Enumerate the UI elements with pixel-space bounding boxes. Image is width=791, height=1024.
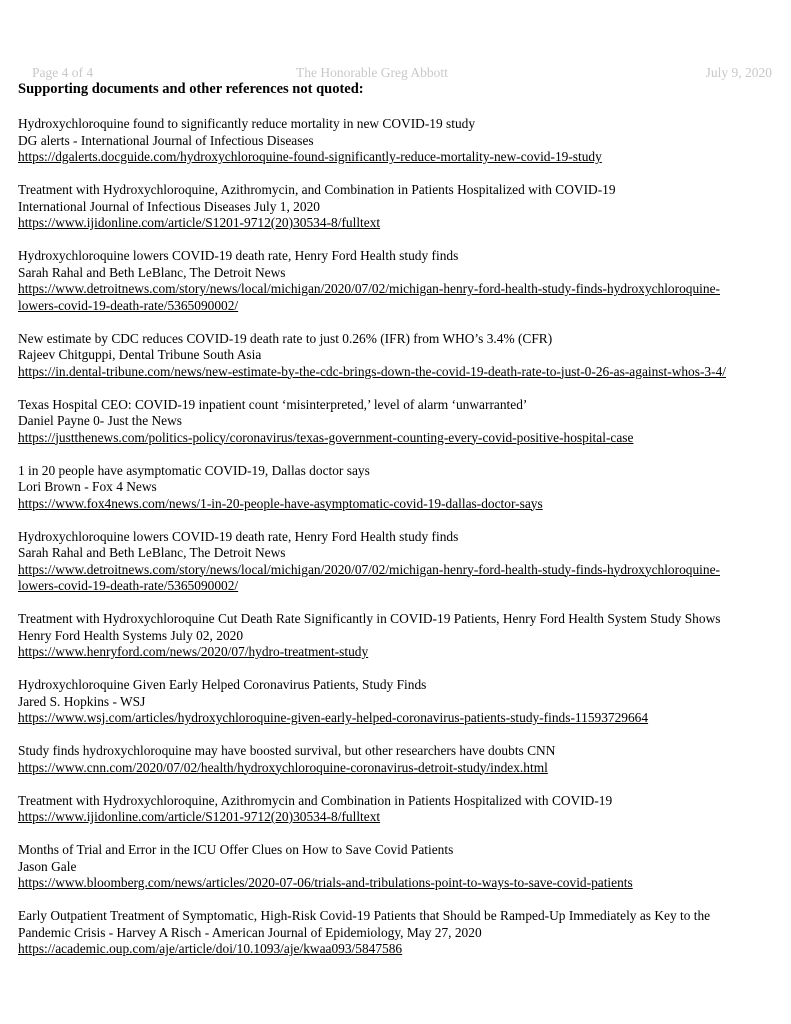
reference-text: Sarah Rahal and Beth LeBlanc, The Detroit News: [18, 264, 286, 280]
reference-item: [18, 116, 783, 166]
reference-text: Months of Trial and Error in the ICU Offer Clues on How to Save Covid Patients: [18, 842, 454, 857]
reference-text: 1 in 20 people have asymptomatic COVID-19, Dallas doctor says: [18, 462, 370, 478]
reference-link[interactable]: https://www.cnn.com/2020/07/02/health/hydroxychloroquine-coronavirus-detroit-study/index.html: [18, 759, 548, 775]
reference-text: International Journal of Infectious Diseases July 1, 2020: [18, 198, 320, 214]
reference-item: [18, 248, 783, 314]
reference-text: Jason Gale: [18, 858, 77, 874]
reference-link[interactable]: https://www.bloomberg.com/news/articles/2020-07-06/trials-and-tribulations-point-to-ways-to-save-covid-patients: [18, 875, 633, 890]
section-heading: Supporting documents and other references not quoted:: [18, 81, 364, 97]
reference-text: New estimate by CDC reduces COVID-19 death rate to just 0.26% (IFR) from WHO’s 3.4% (CFR): [18, 330, 553, 346]
reference-text: Texas Hospital CEO: COVID-19 inpatient count ‘misinterpreted,’ level of alarm ‘unwarranted’: [18, 396, 528, 412]
reference-link[interactable]: https://www.ijidonline.com/article/S1201-9712(20)30534-8/fulltext: [18, 809, 381, 824]
reference-text: Treatment with Hydroxychloroquine, Azithromycin, and Combination in Patients Hospitalized with COVID-19: [18, 182, 616, 197]
reference-text: Daniel Payne 0- Just the News: [18, 413, 183, 428]
reference-text: Hydroxychloroquine lowers COVID-19 death rate, Henry Ford Health study finds: [18, 528, 459, 544]
reference-text: Sarah Rahal and Beth LeBlanc, The Detroit News: [18, 545, 286, 560]
reference-link[interactable]: lowers-covid-19-death-rate/5365090002/: [18, 297, 239, 313]
reference-item: [18, 611, 783, 661]
reference-item: [18, 842, 783, 892]
page-number: Page 4 of 4: [32, 65, 94, 80]
reference-item: [18, 793, 783, 826]
reference-link[interactable]: https://www.ijidonline.com/article/S1201-9712(20)30534-8/fulltext: [18, 215, 381, 230]
reference-text: Jared S. Hopkins - WSJ: [18, 693, 146, 709]
reference-link[interactable]: lowers-covid-19-death-rate/5365090002/: [18, 578, 239, 593]
reference-item: [18, 182, 783, 232]
reference-item: [18, 743, 783, 776]
reference-item: [18, 397, 783, 447]
reference-item: [18, 331, 783, 381]
reference-text: Treatment with Hydroxychloroquine, Azithromycin and Combination in Patients Hospitalized with COVID-19: [18, 792, 613, 808]
reference-text: Lori Brown - Fox 4 News: [18, 479, 157, 494]
reference-text: DG alerts - International Journal of Infectious Diseases: [18, 132, 314, 148]
reference-link[interactable]: https://www.wsj.com/articles/hydroxychloroquine-given-early-helped-coronavirus-patients-study-finds-11593729664: [18, 710, 649, 725]
reference-item: [18, 463, 783, 513]
recipient-name: The Honorable Greg Abbott: [296, 65, 448, 80]
reference-item: [18, 529, 783, 595]
reference-link[interactable]: https://www.detroitnews.com/story/news/local/michigan/2020/07/02/michigan-henry-ford-health-study-finds-hydroxychloroquine-: [18, 561, 720, 577]
reference-text: Early Outpatient Treatment of Symptomatic, High-Risk Covid-19 Patients that Should be Ramped-Up Immediately as Key to the: [18, 908, 711, 923]
reference-link[interactable]: https://dgalerts.docguide.com/hydroxychloroquine-found-significantly-reduce-mortality-new-covid-19-study: [18, 149, 602, 164]
reference-text: Hydroxychloroquine Given Early Helped Coronavirus Patients, Study Finds: [18, 677, 427, 692]
reference-text: Pandemic Crisis - Harvey A Risch - American Journal of Epidemiology, May 27, 2020: [18, 924, 482, 940]
reference-list: [18, 116, 783, 974]
reference-item: [18, 908, 783, 958]
reference-link[interactable]: https://www.detroitnews.com/story/news/local/michigan/2020/07/02/michigan-henry-ford-health-study-finds-hydroxychloroquine-: [18, 281, 720, 296]
reference-text: Study finds hydroxychloroquine may have boosted survival, but other researchers have doubts CNN: [18, 743, 556, 758]
reference-item: [18, 677, 783, 727]
reference-link[interactable]: https://www.henryford.com/news/2020/07/hydro-treatment-study: [18, 644, 369, 659]
reference-text: Hydroxychloroquine found to significantly reduce mortality in new COVID-19 study: [18, 116, 476, 131]
reference-text: Treatment with Hydroxychloroquine Cut Death Rate Significantly in COVID-19 Patients, Henry Ford Health System Study Shows: [18, 611, 721, 626]
reference-text: Rajeev Chitguppi, Dental Tribune South Asia: [18, 347, 262, 362]
reference-text: Henry Ford Health Systems July 02, 2020: [18, 627, 244, 643]
letter-date: July 9, 2020: [705, 65, 772, 80]
reference-link[interactable]: https://academic.oup.com/aje/article/doi/10.1093/aje/kwaa093/5847586: [18, 941, 403, 956]
reference-link[interactable]: https://www.fox4news.com/news/1-in-20-people-have-asymptomatic-covid-19-dallas-doctor-says: [18, 495, 543, 511]
reference-link[interactable]: https://in.dental-tribune.com/news/new-estimate-by-the-cdc-brings-down-the-covid-19-death-rate-to-just-0-26-as-against-whos-3-4/: [18, 363, 726, 379]
reference-text: Hydroxychloroquine lowers COVID-19 death rate, Henry Ford Health study finds: [18, 248, 459, 263]
reference-link[interactable]: https://justthenews.com/politics-policy/coronavirus/texas-government-counting-every-covid-positive-hospital-case: [18, 429, 634, 445]
